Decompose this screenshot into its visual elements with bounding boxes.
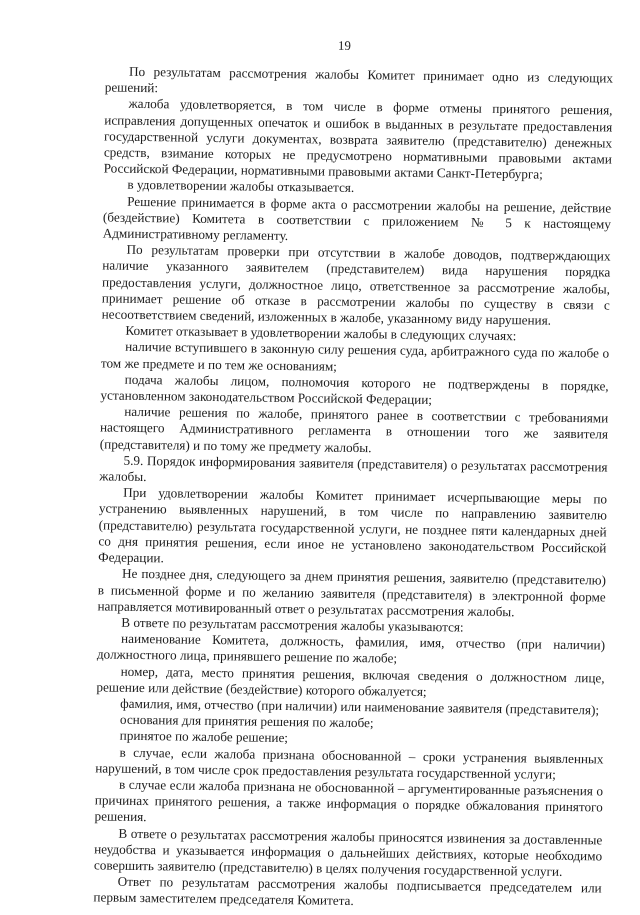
paragraph: Ответ по результатам рассмотрения жалобы подписывается председателем или первым заместителем председателя Комитета.: [93, 873, 602, 909]
paragraph: в удовлетворении жалобы отказывается.: [127, 177, 355, 196]
page-number: 19: [337, 37, 352, 53]
paragraph: в случае если жалоба признана не обоснованной – аргументированные разъяснения о причинах принятого решения, а также информация о порядке обжалования принятого решения.: [94, 776, 604, 825]
section-heading: 5.9. Порядок информирования заявителя (представителя) о результатах рассмотрения жалобы.: [99, 452, 608, 485]
document-body: [93, 63, 613, 913]
paragraph: наименование Комитета, должность, фамилия, имя, отчество (при наличии) должностного лица, принявшего решение по жалобе;: [96, 630, 606, 666]
paragraph: наличие решения по жалобе, принятого ранее в соответствии с требованиями настоящего Административного регламента в отношении того же заявителя (представителя) и по тому же предмету жалобы.: [99, 404, 609, 455]
paragraph: фамилия, имя, отчество (при наличии) или наименование заявителя (представителя);: [120, 695, 600, 718]
paragraph: наличие вступившего в законную силу решения суда, арбитражного суда по жалобе о том же предмете и по тем же основаниям;: [100, 339, 610, 374]
paragraph: принятое по жалобе решение;: [119, 728, 289, 746]
paragraph: жалоба удовлетворяется, в том числе в форме отмены принятого решения, исправления допущенных опечаток и ошибок в выданных в результате предоставления государственной услуги документах, возврата заявителю (представителю) денежных средств, взимание которых не предусмотрено нормативными правовыми актами Российской Федерации, нормативными правовыми актами Санкт-Петербурга;: [103, 96, 613, 182]
paragraph: В ответе по результатам рассмотрения жалобы указываются:: [121, 614, 464, 635]
paragraph: По результатам проверки при отсутствии в жалобе доводов, подтверждающих наличие указанного заявителем (представителем) вида нарушения порядка предоставления услуги, должностное лицо, ответственное за рассмотрение жалобы, принимает решение об отказе в рассмотрении жалобы по существу в связи с несоответствием сведений, изложенных в жалобе, указанному виду нарушения.: [101, 242, 611, 328]
paragraph: В ответе о результатах рассмотрения жалобы приносятся извинения за доставленные неудобства и указывается информация о дальнейших действиях, которые необходимо совершить заявителю (представителю) в целях получения государственной услуги.: [93, 825, 603, 879]
paragraph: Решение принимается в форме акта о рассмотрении жалобы на решение, действие (бездействие) Комитета в соответствии с приложением № 5 к настоящему Административному регламенту.: [102, 193, 612, 244]
paragraph: подача жалобы лицом, полномочия которого не подтверждены в порядке, установленном законодательством Российской Федерации;: [100, 371, 609, 408]
paragraph: в случае, если жалоба признана обоснованной – сроки устранения выявленных нарушений, в том числе срок предоставления результата государственной услуги;: [95, 744, 604, 782]
paragraph: При удовлетворении жалобы Комитет принимает исчерпывающие меры по устранению выявленных нарушений, в том числе по направлению заявителю (представителю) результата государственной услуги, не позднее пяти календарных дней со дня принятия решения, если иное не установлено законодательством Российской Федерации.: [98, 485, 608, 566]
paragraph: Не позднее дня, следующего за днем принятия решения, заявителю (представителю) в письменной форме и по желанию заявителя (представителя) в электронной форме направляется мотивированный ответ о результатах рассмотрения жалобы.: [97, 566, 607, 619]
paragraph: Комитет отказывает в удовлетворении жалобы в следующих случаях:: [125, 323, 517, 344]
paragraph: По результатам рассмотрения жалобы Комитет принимает одно из следующих решений:: [104, 63, 614, 96]
paragraph: основания для принятия решения по жалобе;: [119, 711, 374, 731]
paragraph: номер, дата, место принятия решения, включая сведения о должностном лице, решение или действие (бездействие) которого обжалуется;: [96, 663, 605, 699]
